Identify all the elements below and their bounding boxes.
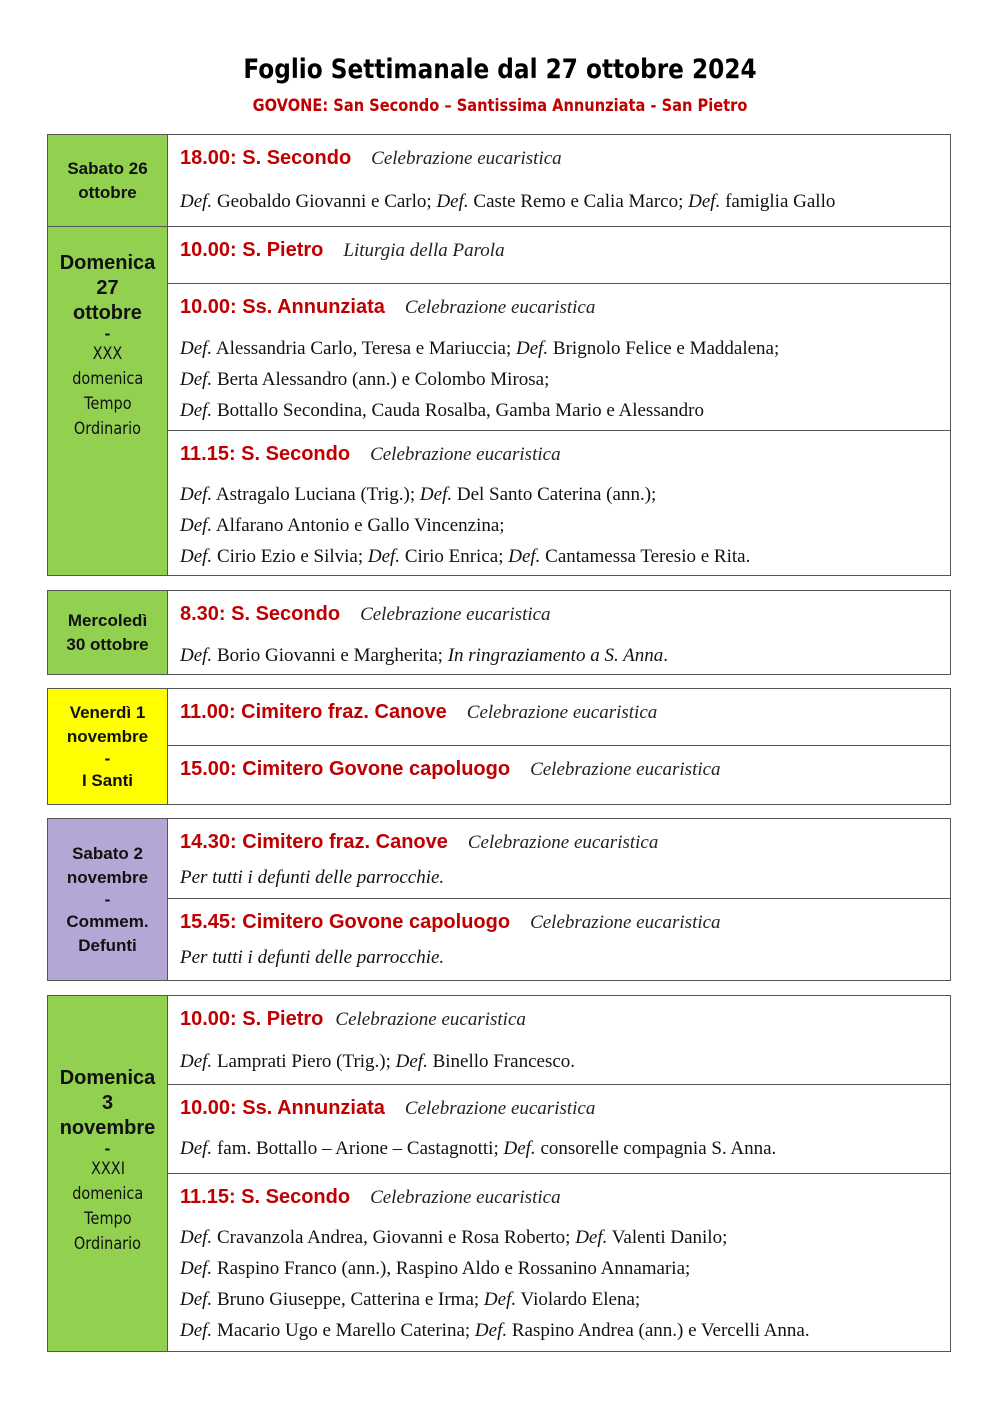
day-line: Tempo	[83, 394, 132, 414]
day-line: novembre	[66, 726, 149, 746]
subtitle-churches: : San Secondo – Santissima Annunziata - San Pietro	[322, 96, 748, 116]
day-line: Sabato 2	[72, 843, 143, 863]
intention-line: Def. Geobaldo Giovanni e Carlo; Def. Caste Remo e Calia Marco; Def. famiglia Gallo	[180, 191, 836, 212]
service-row	[168, 227, 950, 284]
service-type: Celebrazione eucaristica	[466, 702, 658, 723]
day-line: ottobre	[73, 302, 142, 324]
day-label	[48, 996, 168, 1351]
day-line: -	[104, 889, 111, 909]
day-block-mercoledi-30	[47, 590, 951, 675]
service-time: 11.15: S. Secondo	[180, 1186, 351, 1208]
service-type: Celebrazione eucaristica	[360, 604, 551, 625]
service-time: 10.00: S. Pietro	[180, 1008, 324, 1030]
page-title: Foglio Settimanale dal 27 ottobre 2024	[243, 54, 757, 85]
intention-line: Def. Alessandria Carlo, Teresa e Mariuccia; Def. Brignolo Felice e Maddalena;	[180, 338, 780, 359]
day-block-sabato-26	[47, 134, 951, 227]
intention-line: Def. Bruno Giuseppe, Catterina e Irma; Def. Violardo Elena;	[180, 1289, 641, 1310]
service-type: Celebrazione eucaristica	[530, 912, 721, 933]
intention-line: Def. Lamprati Piero (Trig.); Def. Binello Francesco.	[180, 1051, 576, 1072]
day-line: Mercoledì	[67, 610, 148, 630]
intention-line: Def. Astragalo Luciana (Trig.); Def. Del Santo Caterina (ann.);	[180, 484, 657, 505]
day-line: Ordinario	[73, 1234, 142, 1254]
service-time: 11.00: Cimitero fraz. Canove	[180, 701, 447, 723]
service-type: Celebrazione eucaristica	[467, 832, 659, 853]
day-block-sabato-2	[47, 818, 951, 981]
day-label	[48, 819, 168, 980]
page-subtitle	[70, 96, 930, 116]
day-line: I Santi	[81, 770, 133, 790]
service-row	[168, 591, 950, 674]
intention-line: Def. fam. Bottallo – Arione – Castagnotti; Def. consorelle compagnia S. Anna.	[180, 1138, 777, 1159]
day-block-domenica-27	[47, 226, 951, 576]
service-time: 8.30: S. Secondo	[180, 603, 341, 625]
day-line: XXXI	[90, 1159, 125, 1179]
service-time: 15.00: Cimitero Govone capoluogo	[180, 758, 511, 780]
service-time: 18.00: S. Secondo	[180, 147, 352, 169]
day-line: Venerdì 1	[69, 702, 146, 722]
day-line: 3	[101, 1092, 114, 1114]
day-line: 27	[96, 277, 119, 299]
intention-line: Def. Bottallo Secondina, Cauda Rosalba, Gamba Mario e Alessandro	[180, 400, 704, 421]
intention-line: Def. Cravanzola Andrea, Giovanni e Rosa Roberto; Def. Valenti Danilo;	[180, 1227, 728, 1248]
service-time: 10.00: S. Pietro	[180, 239, 324, 261]
intention-line: Def. Cirio Ezio e Silvia; Def. Cirio Enrica; Def. Cantamessa Teresio e Rita.	[180, 546, 751, 567]
service-type: Celebrazione eucaristica	[371, 148, 562, 169]
day-line: novembre	[59, 1117, 156, 1139]
service-row	[168, 1085, 950, 1174]
service-row	[168, 1174, 950, 1351]
service-time: 14.30: Cimitero fraz. Canove	[180, 831, 448, 853]
day-line: 30 ottobre	[66, 634, 149, 654]
service-time: 10.00: Ss. Annunziata	[180, 1097, 385, 1119]
day-label	[48, 689, 168, 804]
service-type: Celebrazione eucaristica	[404, 297, 596, 318]
service-time: 10.00: Ss. Annunziata	[180, 296, 385, 318]
service-time: 15.45: Cimitero Govone capoluogo	[180, 911, 511, 933]
day-line: domenica	[72, 369, 143, 389]
service-type: Celebrazione eucaristica	[530, 759, 721, 780]
day-line: -	[104, 748, 111, 768]
day-line: Commem.	[66, 911, 149, 931]
service-row	[168, 996, 950, 1085]
service-type: Celebrazione eucaristica	[370, 1187, 561, 1208]
service-row	[168, 819, 950, 899]
day-line: novembre	[66, 867, 149, 887]
service-type: Celebrazione eucaristica	[335, 1009, 526, 1030]
day-block-venerdi-1	[47, 688, 951, 805]
service-row	[168, 284, 950, 431]
day-line: Sabato 26	[67, 158, 148, 178]
intention-line: Def. Macario Ugo e Marello Caterina; Def. Raspino Andrea (ann.) e Vercelli Anna.	[180, 1320, 810, 1341]
intention-line: Per tutti i defunti delle parrocchie.	[180, 947, 445, 968]
day-line: Ordinario	[73, 419, 142, 439]
service-row	[168, 135, 950, 226]
intention-line: Def. Berta Alessandro (ann.) e Colombo Mirosa;	[180, 369, 550, 390]
day-label	[48, 227, 168, 575]
intention-line: Def. Alfarano Antonio e Gallo Vincenzina;	[180, 515, 505, 536]
service-row	[168, 746, 950, 804]
day-line: ottobre	[78, 182, 137, 202]
service-type: Celebrazione eucaristica	[370, 444, 561, 465]
intention-line: Def. Borio Giovanni e Margherita; In ringraziamento a S. Anna.	[180, 645, 668, 666]
day-line: Domenica	[59, 1067, 156, 1089]
service-type: Celebrazione eucaristica	[404, 1098, 596, 1119]
day-line: domenica	[72, 1184, 143, 1204]
service-row	[168, 899, 950, 980]
service-row	[168, 689, 950, 746]
intention-line: Def. Raspino Franco (ann.), Raspino Aldo e Rossanino Annamaria;	[180, 1258, 691, 1279]
day-block-domenica-3	[47, 995, 951, 1352]
day-line: -	[104, 324, 111, 343]
day-label	[48, 591, 168, 674]
day-label	[48, 135, 168, 226]
service-type: Liturgia della Parola	[343, 240, 505, 261]
day-line: Tempo	[83, 1209, 132, 1229]
day-line: XXX	[92, 344, 123, 364]
subtitle-place: GOVONE	[252, 96, 323, 116]
intention-line: Per tutti i defunti delle parrocchie.	[180, 867, 445, 888]
day-line: Defunti	[78, 935, 137, 955]
service-row	[168, 431, 950, 575]
day-line: Domenica	[59, 252, 156, 274]
day-line: -	[104, 1139, 111, 1158]
service-time: 11.15: S. Secondo	[180, 443, 351, 465]
